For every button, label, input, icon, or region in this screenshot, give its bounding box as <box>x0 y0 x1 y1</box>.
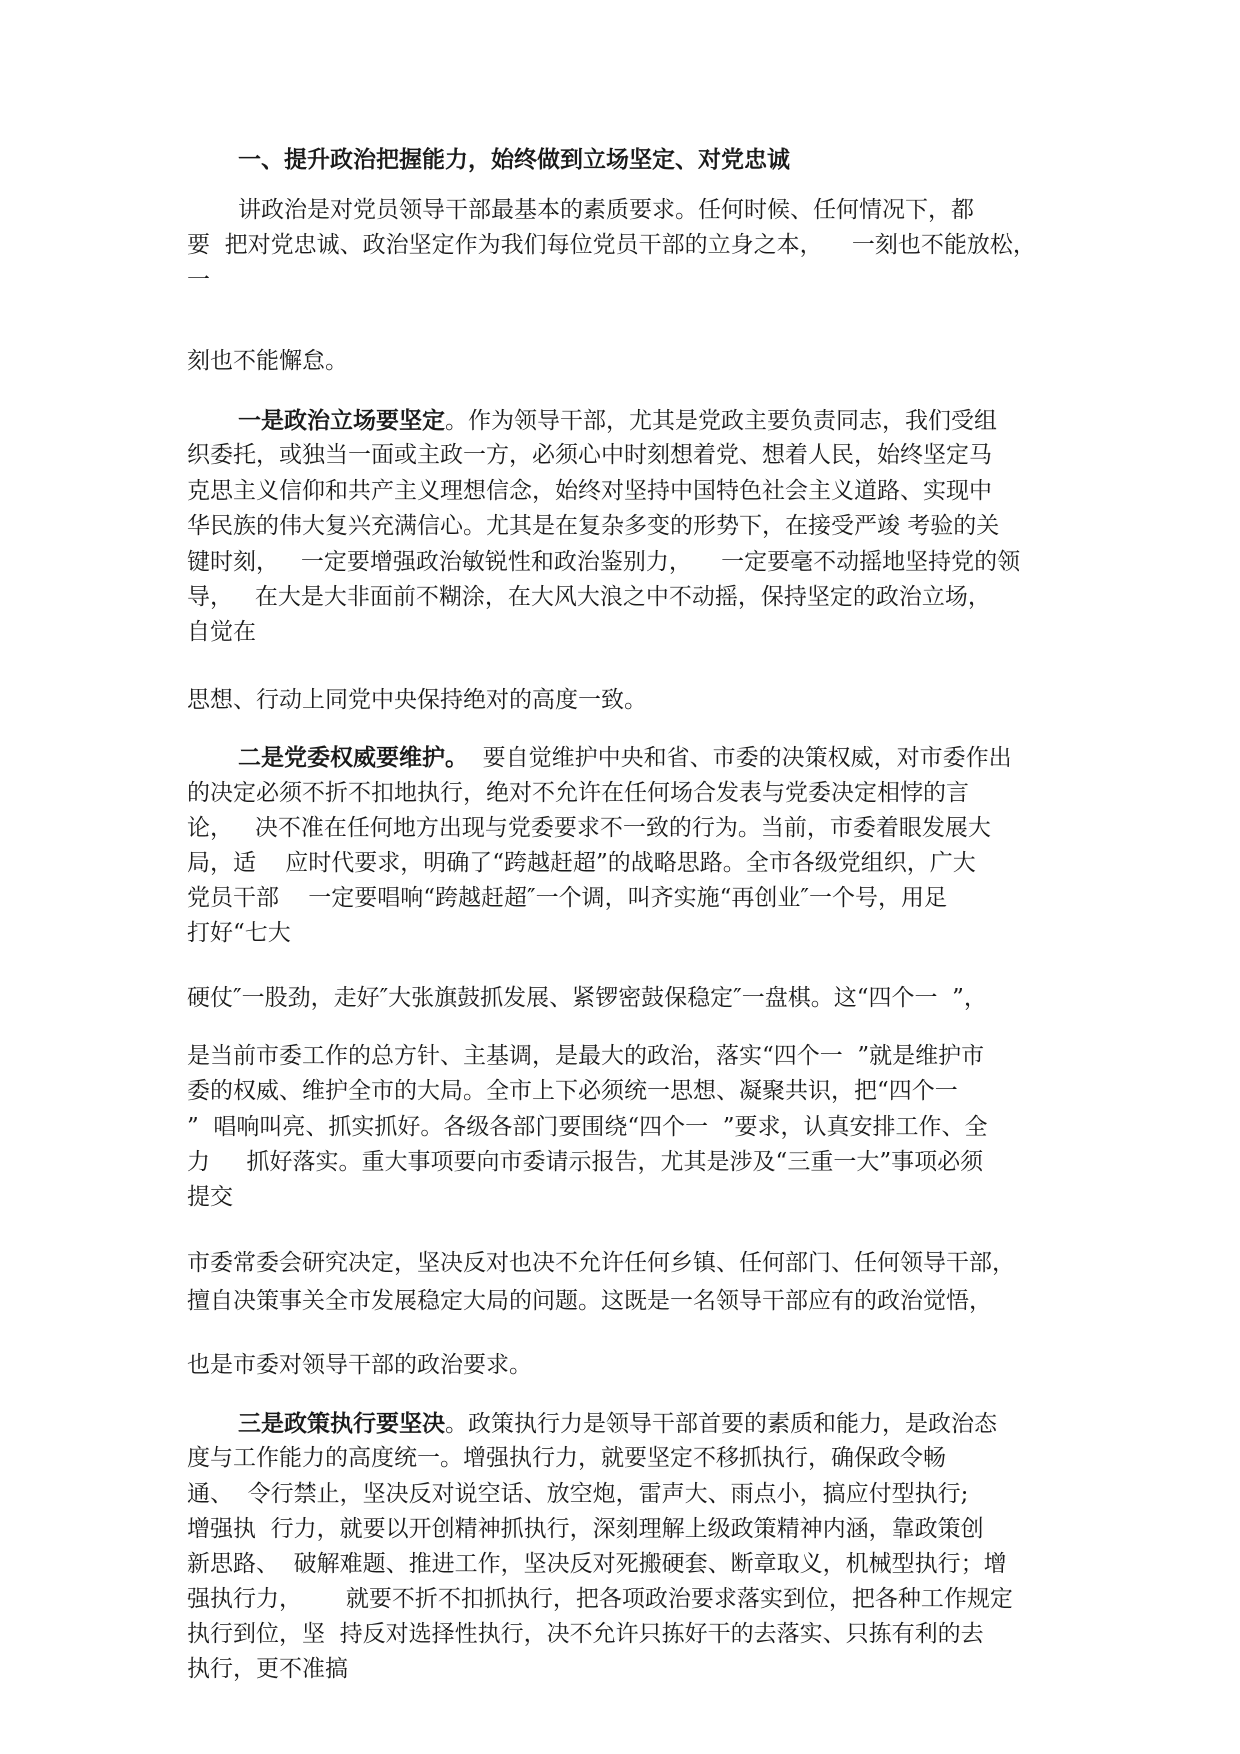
paragraph-3-line-2: 的决定必须不折不扣地执行，绝对不允许在任何场合发表与党委决定相悖的言 <box>187 780 969 806</box>
paragraph-2-line-4: 华民族的伟大复兴充满信心。尤其是在复杂多变的形势下，在接受严竣 考验的关 <box>187 513 1000 539</box>
paragraph-2-line-6: 导， 在大是大非面前不糊涂，在大风大浪之中不动摇，保持坚定的政治立场， <box>187 584 991 610</box>
paragraph-3-line-3: 论， 决不准在任何地方出现与党委要求不一致的行为。当前，市委着眼发展大 <box>187 815 991 841</box>
paragraph-2-line-3: 克思主义信仰和共产主义理想信念，始终对坚持中国特色社会主义道路、实现中 <box>187 478 992 504</box>
paragraph-3-line-4: 局，适 应时代要求，明确了“跨越赶超”的战略思路。全市各级党组织，广大 <box>187 850 976 876</box>
paragraph-3-line-8: 是当前市委工作的总方针、主基调，是最大的政治，落实“四个一 ”就是维护市 <box>187 1043 985 1069</box>
paragraph-3-line-6: 打好“七大 <box>187 920 291 946</box>
paragraph-3-line-7: 硬仗″一股劲，走好″大张旗鼓抓发展、紧锣密鼓保稳定″一盘棋。这“四个一 ”， <box>187 985 987 1011</box>
paragraph-2-line-1-text: 。作为领导干部，尤其是党政主要负责同志，我们受组 <box>445 408 997 434</box>
paragraph-4-line-8: 执行，更不准搞 <box>187 1656 348 1682</box>
paragraph-3-line-5: 党员干部 一定要唱响“跨越赶超″一个调，叫齐实施“再创业″一个号，用足 <box>187 885 947 911</box>
paragraph-4-line-4: 增强执 行力，就要以开创精神抓执行，深刻理解上级政策精神内涵，靠政策创 <box>187 1516 984 1542</box>
paragraph-2-line-2: 织委托，或独当一面或主政一方，必须心中时刻想着党、想着人民，始终坚定马 <box>187 442 992 468</box>
paragraph-2-line-7: 自觉在 <box>187 619 256 645</box>
paragraph-1-line-1: 讲政治是对党员领导干部最基本的素质要求。任何时候、任何情况下，都 <box>238 197 974 223</box>
paragraph-2-line-8: 思想、行动上同党中央保持绝对的高度一致。 <box>187 687 647 713</box>
paragraph-3-line-12: 提交 <box>187 1184 233 1210</box>
paragraph-2-lead: 一是政治立场要坚定 <box>238 407 445 434</box>
paragraph-3-line-1-text: 要自觉维护中央和省、市委的决策权威，对市委作出 <box>468 745 1012 771</box>
paragraph-3-line-11: 力 抓好落实。重大事项要向市委请示报告，尤其是涉及“三重一大”事项必须 <box>187 1149 984 1175</box>
paragraph-3-line-14: 擅自决策事关全市发展稳定大局的问题。这既是一名领导干部应有的政治觉悟， <box>187 1288 992 1314</box>
paragraph-4-lead: 三是政策执行要坚决 <box>238 1410 445 1437</box>
paragraph-1-line-2: 要 把对党忠诚、政治坚定作为我们每位党员干部的立身之本， 一刻也不能放松， <box>187 232 1036 258</box>
paragraph-3-line-15: 也是市委对领导干部的政治要求。 <box>187 1352 532 1378</box>
paragraph-4-line-1 <box>238 1412 997 1436</box>
paragraph-4-line-2: 度与工作能力的高度统一。增强执行力，就要坚定不移抓执行，确保政令畅 <box>187 1445 946 1471</box>
paragraph-4-line-1-text: 。政策执行力是领导干部首要的素质和能力，是政治态 <box>445 1411 997 1437</box>
paragraph-3-line-1 <box>238 746 1012 770</box>
paragraph-2-line-5: 键时刻， 一定要增强政治敏锐性和政治鉴别力， 一定要毫不动摇地坚持党的领 <box>187 549 1021 575</box>
paragraph-3-line-9: 委的权威、维护全市的大局。全市上下必须统一思想、凝聚共识，把“四个一 <box>187 1078 958 1104</box>
paragraph-4-line-7: 执行到位，坚 持反对选择性执行，决不允许只拣好干的去落实、只拣有利的去 <box>187 1621 984 1647</box>
paragraph-1-line-4: 刻也不能懈怠。 <box>187 348 348 374</box>
paragraph-4-line-3: 通、 令行禁止，坚决反对说空话、放空炮，雷声大、雨点小，搞应付型执行; <box>187 1481 969 1507</box>
paragraph-2-line-1 <box>238 409 997 433</box>
paragraph-4-line-6: 强执行力， 就要不折不扣抓执行，把各项政治要求落实到位，把各种工作规定 <box>187 1586 1013 1612</box>
paragraph-3-line-10: ” 唱响叫亮、抓实抓好。各级各部门要围绕“四个一 ”要求，认真安排工作、全 <box>187 1114 988 1140</box>
section-heading: 一、提升政治把握能力，始终做到立场坚定、对党忠诚 <box>238 146 790 173</box>
paragraph-4-line-5: 新思路、 破解难题、推进工作，坚决反对死搬硬套、断章取义，机械型执行；增 <box>187 1551 1007 1577</box>
paragraph-3-lead: 二是党委权威要维护。 <box>238 744 468 771</box>
paragraph-1-line-3: 一 <box>187 267 210 293</box>
paragraph-3-line-13: 市委常委会研究决定，坚决反对也决不允许任何乡镇、任何部门、任何领导干部， <box>187 1250 1015 1276</box>
